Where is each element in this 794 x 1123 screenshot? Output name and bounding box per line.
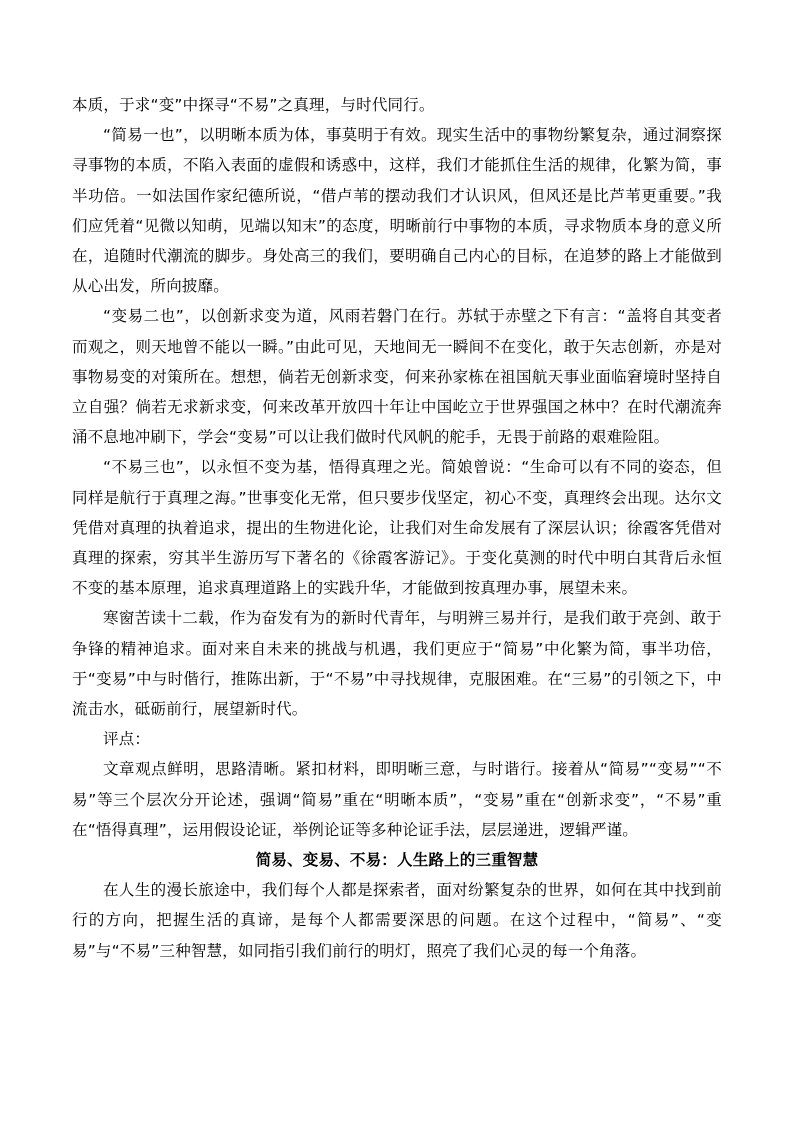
paragraph-simple-change: “简易一也”，以明晰本质为体，事莫明于有效。现实生活中的事物纷繁复杂，通过洞察探寻事物的本质，不陷入表面的虚假和诱惑中，这样，我们才能抓住生活的规律，化繁为简，事半功倍。一如法国作家纪德所说，“借卢苇的摆动我们才认识风，但风还是比芦苇更重要。”我们应凭着“见微以知萌，见端以知末”的态度，明晰前行中事物的本质，寻求物质本身的意义所在，追随时代潮流的脚步。身处高三的我们，要明确自己内心的目标，在追梦的路上才能做到从心出发，所向披靡。 [72, 126, 722, 296]
essay-intro-paragraph: 在人生的漫长旅途中，我们每个人都是探索者，面对纷繁复杂的世界，如何在其中找到前行的方向，把握生活的真谛，是每个人都需要深思的问题。在这个过程中，“简易”、“变易”与“不易”三种智慧，如同指引我们前行的明灯，照亮了我们心灵的每一个角落。 [72, 881, 722, 960]
paragraph-change: “变易二也”，以创新求变为道，风雨若磐门在行。苏轼于赤壁之下有言：“盖将自其变者而观之，则天地曾不能以一瞬。”由此可见，天地间无一瞬间不在变化，敢于矢志创新，亦是对事物易变的对策所在。想想，倘若无创新求变，何来孙家栋在祖国航天事业面临窘境时坚持自立自强？倘若无求新求变，何来改革开放四十年让中国屹立于世界强国之林中？在时代潮流奔涌不息地冲刷下，学会“变易”可以让我们做时代风帆的舵手，无畏于前路的艰难险阻。 [72, 307, 722, 447]
paragraph-unchanging: “不易三也”，以永恒不变为基，悟得真理之光。简娘曾说：“生命可以有不同的姿态，但同样是航行于真理之海。”世事变化无常，但只要步伐坚定，初心不变，真理终会出现。达尔文凭借对真理的执着追求，提出的生物进化论，让我们对生命发展有了深层认识；徐霞客凭借对真理的探索，穷其半生游历写下著名的《徐霞客游记》。于变化莫测的时代中明白其背后永恒不变的基本原理，追求真理道路上的实践升华，才能做到按真理办事，展望未来。 [72, 458, 722, 598]
essay-title: 简易、变易、不易：人生路上的三重智慧 [255, 851, 539, 870]
paragraph-continuation: 本质，于求“变”中探寻“不易”之真理，与时代同行。 [72, 96, 435, 114]
comment-text: 文章观点鲜明，思路清晰。紧扣材料，即明晰三意，与时谐行。接着从“简易”“变易”“不易”等三个层次分开论述，强调“简易”重在“明晰本质”，“变易”重在“创新求变”，“不易”重在“悟得真理”，运用假设论证，举例论证等多种论证手法，层层递进，逻辑严谨。 [72, 760, 722, 839]
comment-label: 评点： [103, 730, 151, 749]
paragraph-conclusion: 寒窗苦读十二载，作为奋发有为的新时代青年，与明辨三易并行，是我们敢于亮剑、敢于争锋的精神追求。面对来自未来的挑战与机遇，我们更应于“简易”中化繁为简，事半功倍，于“变易”中与时偕行，推陈出新，于“不易”中寻找规律，克服困难。在“三易”的引领之下，中流击水，砥砺前行，展望新时代。 [72, 609, 722, 719]
document-body [72, 90, 722, 966]
